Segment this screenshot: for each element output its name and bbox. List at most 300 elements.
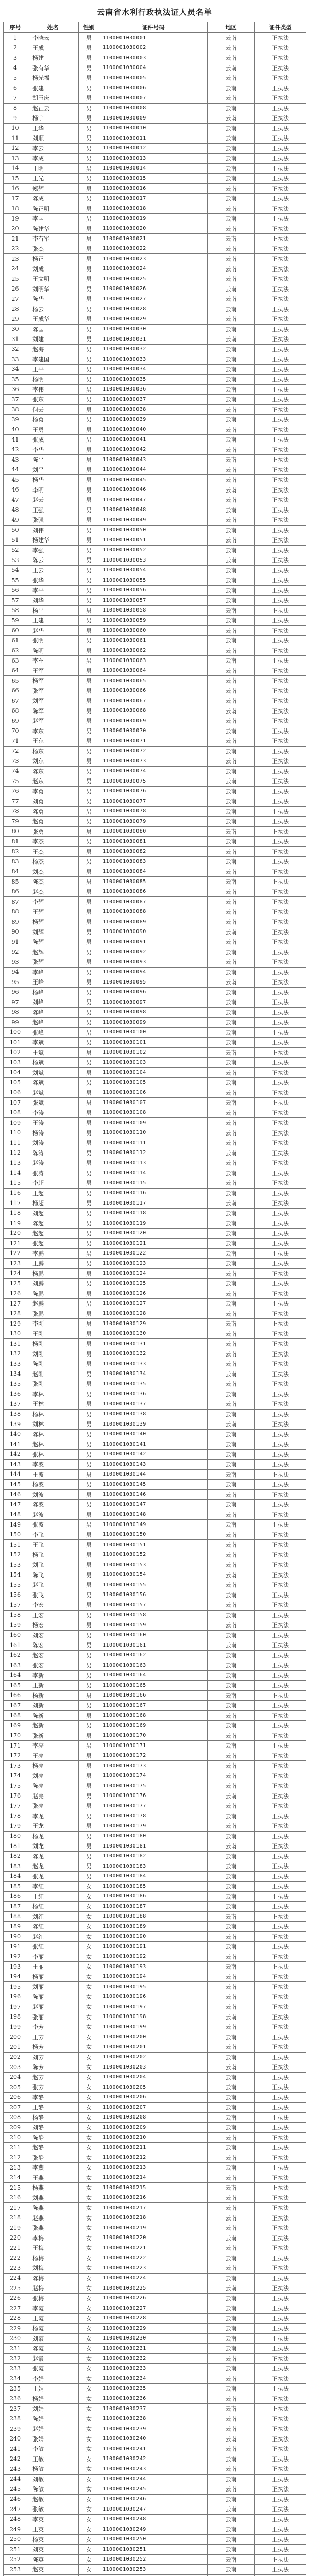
cell-gender: 男: [79, 646, 99, 656]
cell-region: 云南: [208, 33, 255, 43]
cell-certificate-number: 1100001030060: [99, 625, 208, 636]
cell-certificate-type: 正执法: [255, 2193, 306, 2203]
table-row: [4, 1449, 306, 1460]
table-row: [4, 2123, 306, 2133]
cell-region: 云南: [208, 786, 255, 796]
table-row: [4, 154, 306, 164]
cell-certificate-number: 1100001030071: [99, 736, 208, 747]
table-row: [4, 907, 306, 917]
cell-certificate-type: 正执法: [255, 1931, 306, 1942]
cell-certificate-type: 正执法: [255, 776, 306, 787]
table-row: [4, 2313, 306, 2324]
cell-serial-number: 80: [4, 826, 27, 837]
cell-gender: 男: [79, 1389, 99, 1399]
cell-serial-number: 248: [4, 2514, 27, 2524]
cell-certificate-number: 1100001030098: [99, 1007, 208, 1018]
cell-name: 王勇: [27, 425, 79, 435]
cell-gender: 女: [79, 2103, 99, 2113]
cell-region: 云南: [208, 2132, 255, 2143]
cell-certificate-type: 正执法: [255, 2324, 306, 2334]
cell-certificate-number: 1100001030148: [99, 1510, 208, 1520]
cell-serial-number: 87: [4, 897, 27, 907]
cell-region: 云南: [208, 1409, 255, 1419]
cell-gender: 女: [79, 1902, 99, 1912]
cell-certificate-type: 正执法: [255, 1248, 306, 1259]
cell-gender: 男: [79, 1038, 99, 1048]
cell-certificate-type: 正执法: [255, 646, 306, 656]
cell-certificate-number: 1100001030247: [99, 2504, 208, 2515]
cell-name: 李杰: [27, 837, 79, 847]
cell-name: 李红: [27, 1882, 79, 1892]
cell-gender: 女: [79, 2384, 99, 2394]
cell-region: 云南: [208, 2394, 255, 2404]
table-row: [4, 2434, 306, 2444]
cell-name: 张华: [27, 575, 79, 586]
cell-certificate-type: 正执法: [255, 2103, 306, 2113]
cell-region: 云南: [208, 2243, 255, 2253]
cell-certificate-type: 正执法: [255, 1128, 306, 1138]
cell-region: 云南: [208, 997, 255, 1008]
cell-certificate-number: 1100001030196: [99, 1992, 208, 2002]
cell-region: 云南: [208, 897, 255, 907]
cell-certificate-type: 正执法: [255, 2364, 306, 2374]
table-row: [4, 1781, 306, 1791]
cell-region: 云南: [208, 826, 255, 837]
cell-certificate-number: 1100001030062: [99, 646, 208, 656]
cell-name: 张有华: [27, 63, 79, 73]
cell-name: 张燕: [27, 2223, 79, 2233]
cell-region: 云南: [208, 987, 255, 997]
cell-region: 云南: [208, 1821, 255, 1832]
cell-certificate-type: 正执法: [255, 525, 306, 535]
cell-region: 云南: [208, 294, 255, 304]
table-row: [4, 1088, 306, 1098]
cell-gender: 男: [79, 1379, 99, 1389]
table-row: [4, 766, 306, 776]
cell-serial-number: 61: [4, 636, 27, 646]
table-row: [4, 2344, 306, 2354]
cell-region: 云南: [208, 495, 255, 505]
table-row: [4, 937, 306, 947]
cell-gender: 男: [79, 475, 99, 485]
cell-region: 云南: [208, 2324, 255, 2334]
cell-certificate-type: 正执法: [255, 2163, 306, 2173]
cell-gender: 男: [79, 1309, 99, 1319]
cell-certificate-type: 正执法: [255, 1801, 306, 1811]
cell-serial-number: 46: [4, 485, 27, 495]
cell-gender: 男: [79, 1771, 99, 1781]
cell-name: 陈宏: [27, 1640, 79, 1651]
cell-name: 杨华: [27, 475, 79, 485]
cell-region: 云南: [208, 1731, 255, 1741]
cell-gender: 男: [79, 716, 99, 726]
cell-serial-number: 178: [4, 1811, 27, 1821]
cell-certificate-type: 正执法: [255, 1088, 306, 1098]
cell-gender: 男: [79, 585, 99, 596]
cell-region: 云南: [208, 2534, 255, 2545]
table-row: [4, 1982, 306, 1992]
cell-serial-number: 244: [4, 2474, 27, 2484]
cell-name: 赵宏: [27, 1650, 79, 1660]
cell-certificate-type: 正执法: [255, 605, 306, 616]
cell-gender: 女: [79, 1952, 99, 1962]
cell-certificate-number: 1100001030127: [99, 1299, 208, 1309]
cell-certificate-type: 正执法: [255, 33, 306, 43]
cell-serial-number: 34: [4, 364, 27, 375]
cell-name: 杨军: [27, 676, 79, 686]
cell-gender: 女: [79, 2344, 99, 2354]
cell-name: 李国: [27, 214, 79, 224]
cell-serial-number: 75: [4, 776, 27, 787]
table-row: [4, 2303, 306, 2314]
cell-certificate-number: 1100001030003: [99, 53, 208, 63]
cell-certificate-number: 1100001030015: [99, 174, 208, 184]
cell-name: 杨超: [27, 1198, 79, 1209]
cell-gender: 女: [79, 2374, 99, 2384]
cell-region: 云南: [208, 2474, 255, 2484]
cell-certificate-number: 1100001030189: [99, 1922, 208, 1932]
cell-certificate-type: 正执法: [255, 2545, 306, 2555]
cell-region: 云南: [208, 1067, 255, 1078]
cell-certificate-number: 1100001030172: [99, 1751, 208, 1761]
table-row: [4, 786, 306, 796]
cell-region: 云南: [208, 2012, 255, 2022]
cell-name: 杨静: [27, 2112, 79, 2123]
cell-name: 刘明华: [27, 284, 79, 294]
cell-name: 陈芳: [27, 2062, 79, 2073]
cell-gender: 男: [79, 1761, 99, 1771]
cell-certificate-type: 正执法: [255, 445, 306, 455]
cell-certificate-type: 正执法: [255, 2173, 306, 2183]
cell-certificate-type: 正执法: [255, 375, 306, 385]
cell-certificate-number: 1100001030024: [99, 264, 208, 274]
cell-certificate-number: 1100001030025: [99, 274, 208, 284]
table-row: [4, 746, 306, 756]
cell-region: 云南: [208, 455, 255, 465]
cell-serial-number: 136: [4, 1389, 27, 1399]
cell-certificate-number: 1100001030223: [99, 2263, 208, 2274]
cell-serial-number: 148: [4, 1510, 27, 1520]
table-row: [4, 2374, 306, 2384]
cell-certificate-type: 正执法: [255, 214, 306, 224]
cell-gender: 男: [79, 224, 99, 234]
cell-serial-number: 79: [4, 817, 27, 827]
table-row: [4, 445, 306, 455]
cell-name: 刘辉: [27, 927, 79, 937]
cell-region: 云南: [208, 625, 255, 636]
cell-serial-number: 144: [4, 1469, 27, 1480]
cell-serial-number: 230: [4, 2333, 27, 2344]
table-row: [4, 846, 306, 857]
cell-serial-number: 158: [4, 1610, 27, 1620]
cell-gender: 男: [79, 354, 99, 365]
cell-certificate-number: 1100001030101: [99, 1038, 208, 1048]
cell-certificate-type: 正执法: [255, 2313, 306, 2324]
cell-region: 云南: [208, 1741, 255, 1751]
table-row: [4, 826, 306, 837]
cell-certificate-number: 1100001030182: [99, 1851, 208, 1861]
cell-gender: 男: [79, 1650, 99, 1660]
cell-certificate-type: 正执法: [255, 585, 306, 596]
table-row: [4, 324, 306, 334]
cell-gender: 女: [79, 2414, 99, 2424]
cell-gender: 男: [79, 445, 99, 455]
cell-serial-number: 145: [4, 1480, 27, 1490]
cell-certificate-number: 1100001030033: [99, 354, 208, 365]
table-row: [4, 404, 306, 415]
cell-gender: 女: [79, 2333, 99, 2344]
cell-certificate-type: 正执法: [255, 2464, 306, 2475]
table-row: [4, 53, 306, 63]
cell-region: 云南: [208, 1952, 255, 1962]
cell-certificate-type: 正执法: [255, 1047, 306, 1058]
cell-certificate-type: 正执法: [255, 2052, 306, 2062]
table-row: [4, 1882, 306, 1892]
cell-gender: 男: [79, 817, 99, 827]
cell-certificate-number: 1100001030154: [99, 1570, 208, 1580]
cell-region: 云南: [208, 2263, 255, 2274]
cell-region: 云南: [208, 1530, 255, 1540]
cell-region: 云南: [208, 183, 255, 194]
cell-certificate-number: 1100001030023: [99, 254, 208, 264]
cell-name: 张亮: [27, 1801, 79, 1811]
cell-region: 云南: [208, 2062, 255, 2073]
cell-gender: 男: [79, 1560, 99, 1570]
table-row: [4, 455, 306, 465]
table-row: [4, 1188, 306, 1198]
cell-serial-number: 126: [4, 1289, 27, 1299]
table-row: [4, 1821, 306, 1832]
table-row: [4, 2494, 306, 2504]
table-row: [4, 1259, 306, 1269]
cell-gender: 男: [79, 1218, 99, 1229]
cell-gender: 女: [79, 2062, 99, 2073]
cell-certificate-number: 1100001030231: [99, 2344, 208, 2354]
cell-region: 云南: [208, 1339, 255, 1349]
cell-serial-number: 190: [4, 1931, 27, 1942]
cell-serial-number: 186: [4, 1891, 27, 1902]
cell-gender: 女: [79, 2454, 99, 2464]
cell-region: 云南: [208, 375, 255, 385]
table-row: [4, 1460, 306, 1470]
cell-certificate-type: 正执法: [255, 1138, 306, 1148]
cell-serial-number: 142: [4, 1449, 27, 1460]
cell-certificate-number: 1100001030090: [99, 927, 208, 937]
cell-region: 云南: [208, 113, 255, 124]
table-row: [4, 1992, 306, 2002]
table-row: [4, 1922, 306, 1932]
cell-certificate-number: 1100001030029: [99, 314, 208, 325]
cell-gender: 女: [79, 1911, 99, 1922]
table-row: [4, 2554, 306, 2565]
cell-certificate-type: 正执法: [255, 1841, 306, 1852]
cell-certificate-type: 正执法: [255, 485, 306, 495]
cell-name: 杨新: [27, 1690, 79, 1701]
cell-serial-number: 100: [4, 1027, 27, 1038]
cell-gender: 男: [79, 1279, 99, 1289]
cell-serial-number: 216: [4, 2193, 27, 2203]
cell-region: 云南: [208, 1118, 255, 1128]
cell-certificate-type: 正执法: [255, 1148, 306, 1158]
cell-serial-number: 151: [4, 1540, 27, 1550]
cell-gender: 男: [79, 987, 99, 997]
cell-serial-number: 234: [4, 2374, 27, 2384]
cell-certificate-number: 1100001030041: [99, 435, 208, 445]
cell-name: 李晓云: [27, 33, 79, 43]
cell-certificate-type: 正执法: [255, 997, 306, 1008]
cell-certificate-number: 1100001030063: [99, 656, 208, 666]
cell-name: 李飞: [27, 1530, 79, 1540]
cell-gender: 男: [79, 1540, 99, 1550]
cell-certificate-type: 正执法: [255, 1871, 306, 1882]
cell-serial-number: 246: [4, 2494, 27, 2504]
cell-region: 云南: [208, 696, 255, 706]
cell-certificate-type: 正执法: [255, 1620, 306, 1631]
table-row: [4, 796, 306, 807]
cell-serial-number: 227: [4, 2303, 27, 2314]
cell-name: 赵正云: [27, 103, 79, 113]
table-row: [4, 1520, 306, 1530]
cell-region: 云南: [208, 1138, 255, 1148]
cell-name: 陈燕: [27, 2203, 79, 2213]
cell-name: 王成: [27, 43, 79, 53]
cell-gender: 男: [79, 1791, 99, 1801]
cell-gender: 男: [79, 575, 99, 586]
cell-region: 云南: [208, 154, 255, 164]
table-row: [4, 977, 306, 988]
cell-certificate-type: 正执法: [255, 1359, 306, 1369]
cell-name: 张梅: [27, 2293, 79, 2303]
cell-gender: 男: [79, 1118, 99, 1128]
cell-certificate-type: 正执法: [255, 204, 306, 214]
cell-gender: 男: [79, 696, 99, 706]
cell-region: 云南: [208, 2052, 255, 2062]
cell-certificate-type: 正执法: [255, 1469, 306, 1480]
table-row: [4, 897, 306, 907]
cell-certificate-number: 1100001030236: [99, 2394, 208, 2404]
cell-certificate-type: 正执法: [255, 384, 306, 395]
cell-certificate-number: 1100001030242: [99, 2454, 208, 2464]
cell-serial-number: 179: [4, 1821, 27, 1832]
cell-region: 云南: [208, 2464, 255, 2475]
cell-gender: 男: [79, 706, 99, 716]
cell-name: 刘霞: [27, 2333, 79, 2344]
table-row: [4, 2143, 306, 2153]
cell-certificate-number: 1100001030217: [99, 2203, 208, 2213]
cell-certificate-number: 1100001030159: [99, 1620, 208, 1631]
cell-certificate-type: 正执法: [255, 1038, 306, 1048]
cell-region: 云南: [208, 967, 255, 977]
cell-serial-number: 71: [4, 736, 27, 747]
cell-certificate-type: 正执法: [255, 1268, 306, 1279]
cell-name: 杨东: [27, 746, 79, 756]
cell-serial-number: 175: [4, 1781, 27, 1791]
cell-certificate-number: 1100001030055: [99, 575, 208, 586]
cell-serial-number: 112: [4, 1148, 27, 1158]
cell-region: 云南: [208, 314, 255, 325]
cell-region: 云南: [208, 475, 255, 485]
cell-serial-number: 86: [4, 887, 27, 897]
cell-region: 云南: [208, 1038, 255, 1048]
cell-region: 云南: [208, 1791, 255, 1801]
cell-certificate-number: 1100001030135: [99, 1379, 208, 1389]
cell-certificate-number: 1100001030020: [99, 224, 208, 234]
cell-serial-number: 173: [4, 1761, 27, 1771]
cell-certificate-type: 正执法: [255, 2153, 306, 2163]
cell-region: 云南: [208, 947, 255, 957]
cell-name: 陈东: [27, 766, 79, 776]
cell-certificate-number: 1100001030016: [99, 183, 208, 194]
table-row: [4, 1138, 306, 1148]
cell-serial-number: 131: [4, 1339, 27, 1349]
cell-serial-number: 130: [4, 1329, 27, 1339]
cell-name: 赵静: [27, 2143, 79, 2153]
cell-certificate-type: 正执法: [255, 2183, 306, 2193]
cell-gender: 女: [79, 2092, 99, 2103]
cell-certificate-type: 正执法: [255, 1600, 306, 1611]
cell-certificate-number: 1100001030251: [99, 2545, 208, 2555]
cell-serial-number: 147: [4, 1500, 27, 1510]
cell-serial-number: 124: [4, 1268, 27, 1279]
cell-certificate-number: 1100001030134: [99, 1369, 208, 1379]
cell-certificate-number: 1100001030051: [99, 535, 208, 546]
cell-name: 王林: [27, 1399, 79, 1410]
cell-name: 杨龙: [27, 1831, 79, 1841]
cell-certificate-type: 正执法: [255, 1118, 306, 1128]
cell-name: 王光: [27, 174, 79, 184]
cell-certificate-type: 正执法: [255, 2414, 306, 2424]
cell-gender: 女: [79, 2022, 99, 2032]
cell-name: 张辉: [27, 957, 79, 968]
cell-certificate-type: 正执法: [255, 2524, 306, 2535]
cell-name: 赵勇: [27, 817, 79, 827]
cell-name: 陈娟: [27, 2414, 79, 2424]
table-row: [4, 776, 306, 787]
cell-gender: 男: [79, 1178, 99, 1189]
cell-certificate-type: 正执法: [255, 435, 306, 445]
cell-certificate-type: 正执法: [255, 1078, 306, 1088]
cell-certificate-number: 1100001030077: [99, 796, 208, 807]
cell-certificate-number: 1100001030008: [99, 103, 208, 113]
cell-certificate-number: 1100001030152: [99, 1550, 208, 1560]
cell-name: 杨云: [27, 304, 79, 314]
table-row: [4, 947, 306, 957]
table-row: [4, 957, 306, 968]
cell-gender: 女: [79, 1962, 99, 1972]
cell-serial-number: 36: [4, 384, 27, 395]
table-row: [4, 2484, 306, 2495]
cell-certificate-type: 正执法: [255, 806, 306, 817]
cell-region: 云南: [208, 1047, 255, 1058]
cell-gender: 男: [79, 163, 99, 174]
cell-serial-number: 45: [4, 475, 27, 485]
cell-certificate-number: 1100001030022: [99, 244, 208, 254]
cell-name: 张成: [27, 435, 79, 445]
cell-region: 云南: [208, 525, 255, 535]
cell-name: 刘新: [27, 1701, 79, 1711]
cell-region: 云南: [208, 93, 255, 104]
cell-region: 云南: [208, 1128, 255, 1138]
cell-certificate-type: 正执法: [255, 1228, 306, 1239]
cell-serial-number: 90: [4, 927, 27, 937]
cell-certificate-type: 正执法: [255, 957, 306, 968]
table-row: [4, 1942, 306, 1952]
cell-region: 云南: [208, 837, 255, 847]
cell-certificate-number: 1100001030011: [99, 133, 208, 144]
table-row: [4, 1279, 306, 1289]
cell-region: 云南: [208, 1058, 255, 1068]
cell-name: 刘华: [27, 596, 79, 606]
